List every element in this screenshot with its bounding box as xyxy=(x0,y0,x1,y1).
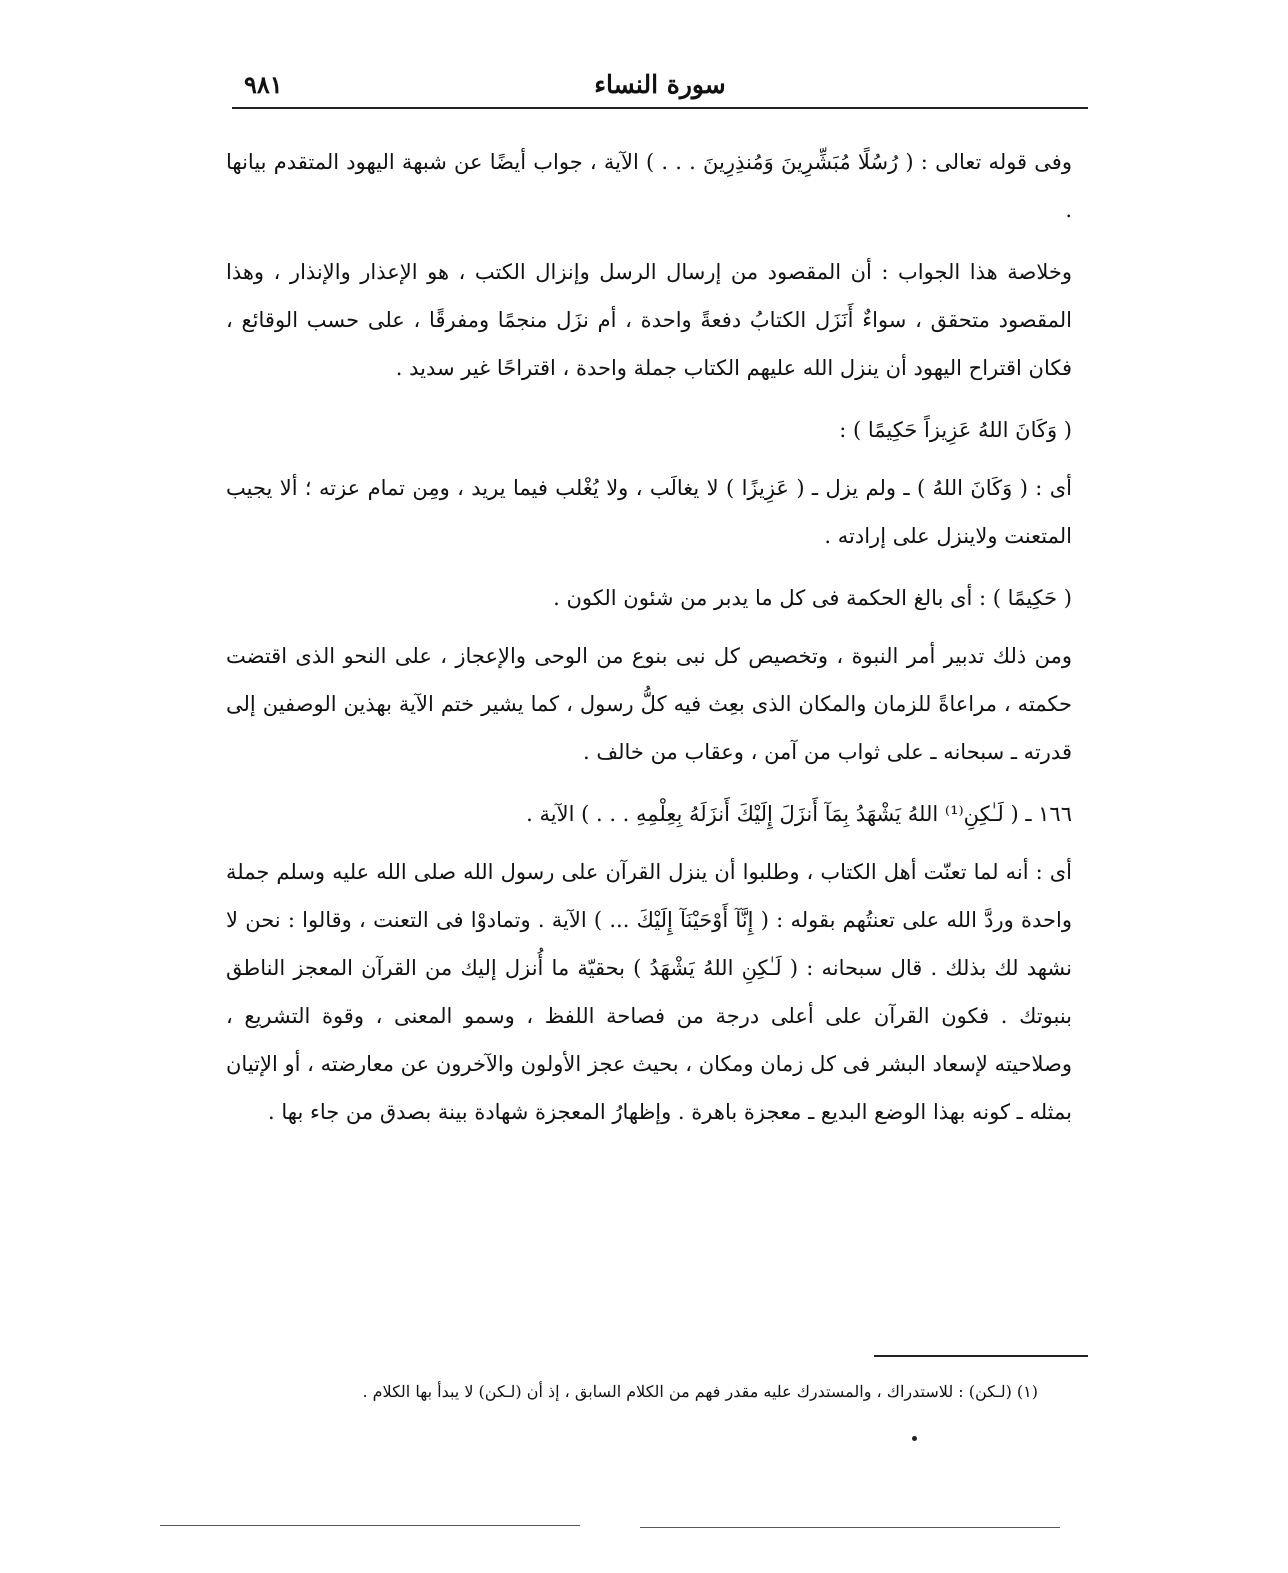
paragraph-summary: وخلاصة هذا الجواب : أن المقصود من إرسال الرسل وإنزال الكتب ، هو الإعذار والإنذار ، وهذا المقصود متحقق ، سواءٌ أَنَزَل الكتابُ دفعةً واحدة ، أم نزَل منجمًا ومفرقًا ، على حسب الوقائع ، فكان اقتراح اليهود أن ينزل الله عليهم الكتاب جملة واحدة ، اقتراحًا غير سديد . xyxy=(226,260,1072,380)
verse-quote-aziz-hakim: ( وَكَانَ اللهُ عَزِيزاً حَكِيمًا ) : xyxy=(839,418,1072,442)
surah-title: سورة النساء xyxy=(594,70,726,99)
page-header xyxy=(232,70,1088,106)
scan-edge-line xyxy=(160,1525,580,1526)
commentary-body xyxy=(226,138,1072,1150)
footnote: (١) (لـكن) : للاستدراك ، والمستدرك عليه مقدر فهم من الكلام السابق ، إذ أن (لـكن) لا يبدأ بها الكلام . xyxy=(362,1382,1038,1401)
scan-speck xyxy=(912,1436,917,1441)
page-number: ٩٨١ xyxy=(244,70,283,99)
paragraph-aziz: أى : ( وَكَانَ اللهُ ) ـ ولم يزل ـ ( عَزِيزًا ) لا يغالَب ، ولا يُغْلب فيما يريد ، ومِن تمام عزته ؛ ألا يجيب المتعنت ولاينزل على إرادته . xyxy=(226,476,1072,548)
scan-edge-line xyxy=(640,1527,1060,1528)
paragraph-hakim: ( حَكِيمًا ) : أى بالغ الحكمة فى كل ما يدبر من شئون الكون . xyxy=(553,586,1072,610)
header-divider xyxy=(232,107,1088,109)
footnote-divider xyxy=(874,1355,1088,1357)
verse-166-heading: ١٦٦ ـ ( لَـٰكِنِ⁽¹⁾ اللهُ يَشْهَدُ بِمَآ أَنزَلَ إِلَيْكَ أَنزَلَهُ بِعِلْمِهِ . . . ) الآية . xyxy=(526,802,1072,826)
paragraph-prophethood: ومن ذلك تدبير أمر النبوة ، وتخصيص كل نبى بنوع من الوحى والإعجاز ، على النحو الذى اقتضت حكمته ، مراعاةً للزمان والمكان الذى بعِث فيه كلُّ رسول ، كما يشير ختم الآية بهذين الوصفين إلى قدرته ـ سبحانه ـ على ثواب من آمن ، وعقاب من خالف . xyxy=(226,644,1072,764)
paragraph-messengers: وفى قوله تعالى : ( رُسُلًا مُبَشِّرِينَ وَمُنذِرِينَ . . . ) الآية ، جواب أيضًا عن شبهة اليهود المتقدم بيانها . xyxy=(226,150,1072,222)
paragraph-verse-166-explanation: أى : أنه لما تعنّت أهل الكتاب ، وطلبوا أن ينزل القرآن على رسول الله صلى الله عليه وسلم جملة واحدة وردَّ الله على تعنتُهم بقوله : ( إِنَّآ أَوْحَيْنَآ إِلَيْكَ ... ) الآية . وتمادوْا فى التعنت ، وقالوا : نحن لا نشهد لك بذلك . قال سبحانه : ( لَـٰكِنِ اللهُ يَشْهَدُ ) بحقيّة ما أُنزل إليك من القرآن المعجز الناطق بنبوتك . فكون القرآن على أعلى درجة من فصاحة اللفظ ، وسمو المعنى ، وقوة التشريع ، وصلاحيته لإسعاد البشر فى كل زمان ومكان ، بحيث عجز الأولون والآخرون عن معارضته ، أو الإتيان بمثله ـ كونه بهذا الوضع البديع ـ معجزة باهرة . وإظهارُ المعجزة شهادة بينة بصدق من جاء بها . xyxy=(226,860,1072,1124)
